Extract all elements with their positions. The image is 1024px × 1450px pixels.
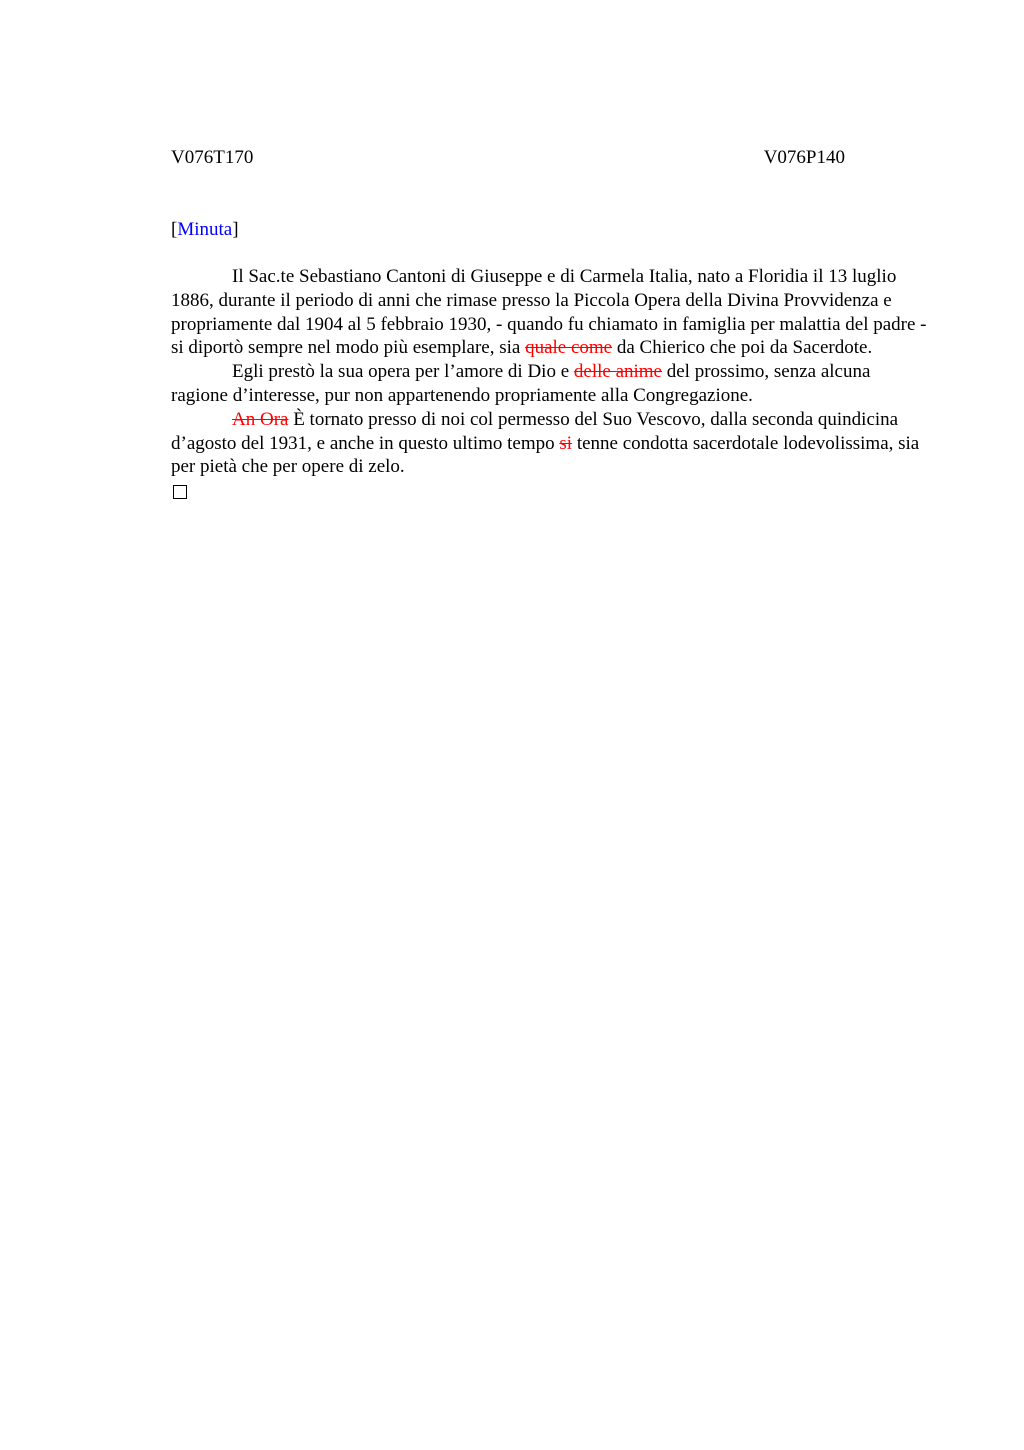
deleted-text: si [559,432,573,454]
minuta-open-bracket: [ [171,219,178,240]
deleted-text: quale come [525,337,613,359]
document-code-left: V076T170 [171,147,254,168]
document-header [171,146,845,170]
deleted-text: delle anime [573,361,662,383]
paragraph-3 [171,408,931,479]
paragraph-3-segment-2: È tornato presso di noi col permesso del Suo Vescovo, dalla seconda quindicina d’agosto del 1931, e anche in questo ultimo tempo [171,408,899,454]
paragraph-2-segment-3: del prossimo, senza alcuna ragione d’interesse, pur non appartenendo propriamente alla Congregazione. [171,361,871,406]
document-body [171,265,931,499]
paragraph-1-segment-1: Il Sac.te Sebastiano Cantoni di Giuseppe e di Carmela Italia, nato a Floridia il 13 luglio 1886, durante il periodo di anni che rimase presso la Piccola Opera della Divina Provvidenza e propriamente dal 1904 al 5 febbraio 1930, - quando fu chiamato in famiglia per malattia del padre - si diportò sempre nel modo più esemplare, sia [171,266,927,359]
paragraph-1-segment-3: da Chierico che poi da Sacerdote. [612,337,873,359]
deleted-text: An Ora [232,408,289,430]
minuta-text: Minuta [177,219,233,240]
minuta-label [171,218,239,242]
paragraph-2-segment-1: Egli prestò la sua opera per l’amore di Dio e [232,361,574,383]
minuta-close-bracket: ] [232,219,239,240]
paragraph-1 [171,265,931,360]
square-outline-icon [173,485,187,499]
paragraph-2 [171,360,931,408]
paragraph-3-segment-4: tenne condotta sacerdotale lodevolissima, sia per pietà che per opere di zelo. [171,432,920,478]
document-code-right: V076P140 [763,147,845,168]
